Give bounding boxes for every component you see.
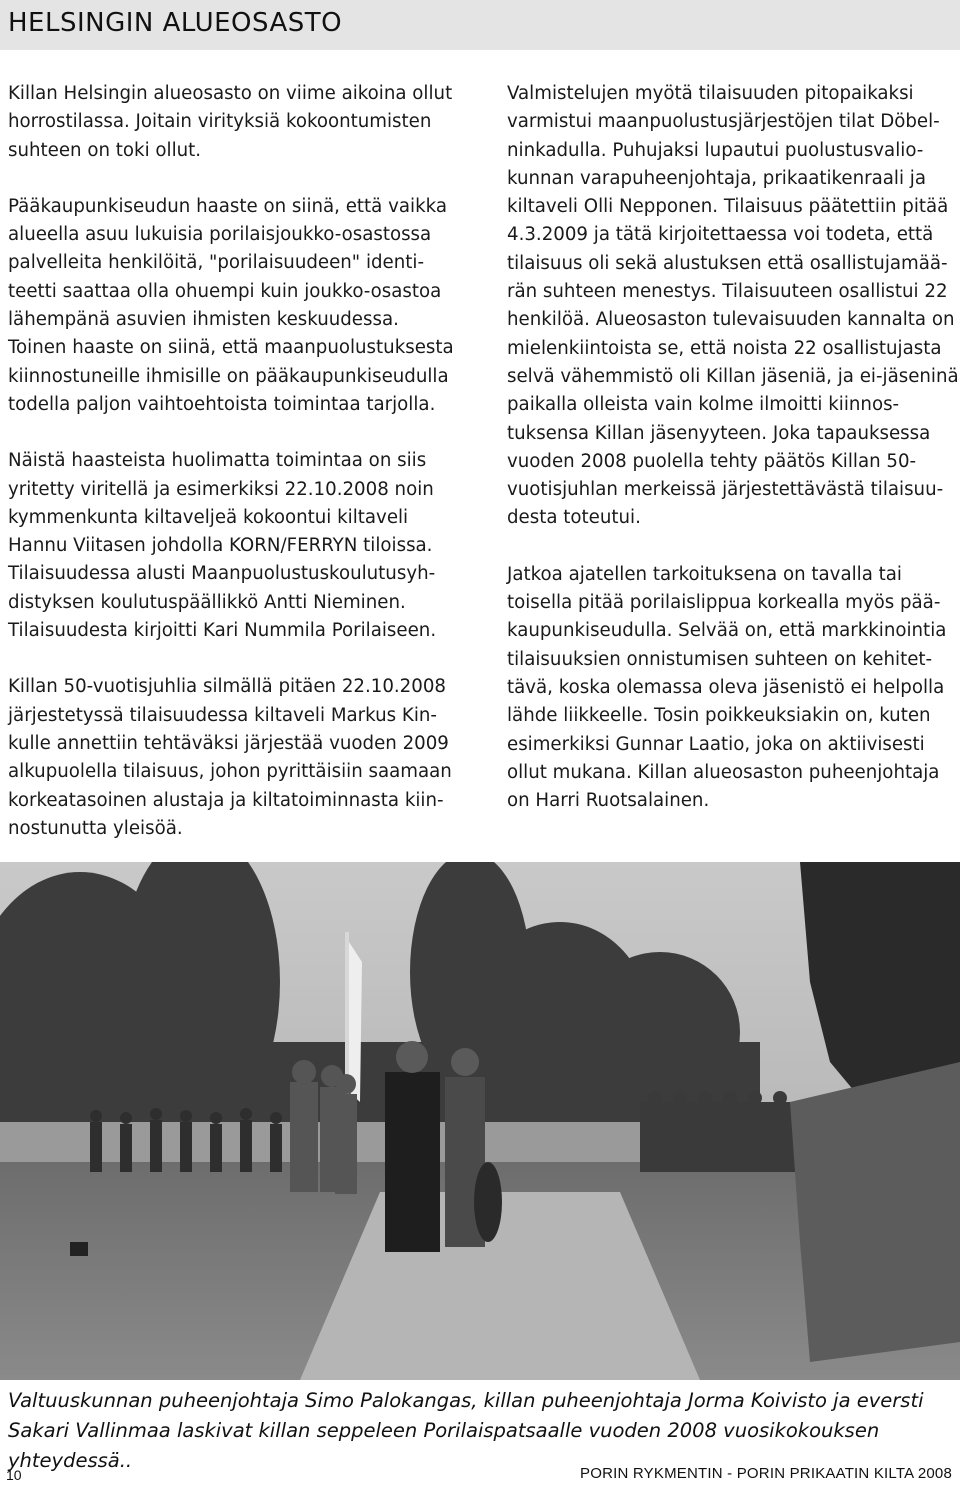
veteran-figures: [290, 1060, 357, 1194]
paragraph: Näistä haasteista huolimatta toimintaa on siis yritetty viritellä ja esimerkiksi 22.10.2008 noin kymmenkunta kiltaveljeä kokoontui kiltaveli Hannu Viitasen johdolla KORN/FERRYN tiloissa. Tilaisuudessa alusti Maanpuolustuskoulutusyh- distyksen koulutuspäällikkö Antti Nieminen. Tilaisuudesta kirjoitti Kari Nummila Porilaiseen.: [8, 450, 437, 642]
ceremony-photo: [0, 862, 960, 1380]
right-column: [507, 80, 960, 843]
left-column: [8, 80, 463, 871]
page-number: 10: [6, 1467, 22, 1483]
statue-monument: [790, 862, 960, 1362]
section-header: [0, 0, 960, 50]
publication-name: PORIN RYKMENTIN - PORIN PRIKAATIN KILTA 2008: [580, 1465, 952, 1482]
paragraph: Killan Helsingin alueosasto on viime aikoina ollut horrostilassa. Joitain virityksiä kokoontumisten suhteen on toki ollut.: [8, 83, 453, 161]
paragraph: Pääkaupunkiseudun haaste on siinä, että vaikka alueella asuu lukuisia porilaisjoukko-osastossa palvelleita henkilöitä, "porilaisuudeen" identi- teetti saattaa olla ohuempi kuin joukko-osastoa lähempänä asuvien ihmisten keskuudessa. Toinen haaste on siinä, että maanpuolustuksesta kiinnostuneille ihmisille on pääkaupunkiseudulla todella paljon vaihtoehtoista toimintaa tarjolla.: [8, 195, 454, 415]
photo-caption: Valtuuskunnan puheenjohtaja Simo Palokangas, killan puheenjohtaja Jorma Koivisto ja eversti Sakari Vallinmaa laskivat killan seppeleen Porilaispatsaalle vuoden 2008 vuosikokouksen yhteydessä..: [8, 1389, 924, 1472]
paragraph: Jatkoa ajatellen tarkoituksena on tavalla tai toisella pitää porilaislippua korkealla myös pää- kaupunkiseudulla. Selvää on, että markkinointia tilaisuuksien onnistumisen suhteen on kehitet- tävä, koska olemassa oleva jäsenistö ei helpolla lähde liikkeelle. Tosin poikkeuksiakin on, kuten esimerkiksi Gunnar Laatio, joka on aktiivisesti ollut mukana. Killan alueosaston puheenjohtaja on Harri Ruotsalainen.: [507, 563, 947, 812]
section-title: HELSINGIN ALUEOSASTO: [8, 8, 343, 38]
paragraph: Valmistelujen myötä tilaisuuden pitopaikaksi varmistui maanpuolustusjärjestöjen tilat Döbel- ninkadulla. Puhujaksi lupautui puolustusvalio- kunnan varapuheenjohtaja, prikaatikenraali ja kiltaveli Olli Nepponen. Tilaisuus päätettiin pitää 4.3.2009 ja tätä kirjoitettaessa voi todeta, että tilaisuus oli sekä alustuksen että osallistujamää- rän suhteen menestys. Tilaisuuteen osallistui 22 henkilöä. Alueosaston tulevaisuuden kannalta on mielenkiintoista se, että noista 22 osallistujasta selvä vähemmistö oli Killan jäseniä, ja ei-jäseninä paikalla olleista vain kolme ilmoitti kiinnos- tuksensa Killan jäsenyyteen. Joka tapauksessa vuoden 2008 puolella tehty päätös Killan 50- vuotisjuhlan merkeissä järjestettävästä tilaisuu- desta toteutui.: [507, 83, 959, 529]
spotlight: [70, 1242, 88, 1256]
paragraph: Killan 50-vuotisjuhlia silmällä pitäen 22.10.2008 järjestetyssä tilaisuudessa kiltaveli Markus Kin- kulle annettiin tehtäväksi järjestää vuoden 2009 alkupuolella tilaisuus, johon pyrittäisiin saamaan korkeatasoinen alustaja ja kiltatoiminnasta kiin- nostunutta yleisöä.: [8, 676, 452, 839]
photo-illustration: [0, 862, 960, 1380]
audience-figures: [640, 1091, 800, 1172]
